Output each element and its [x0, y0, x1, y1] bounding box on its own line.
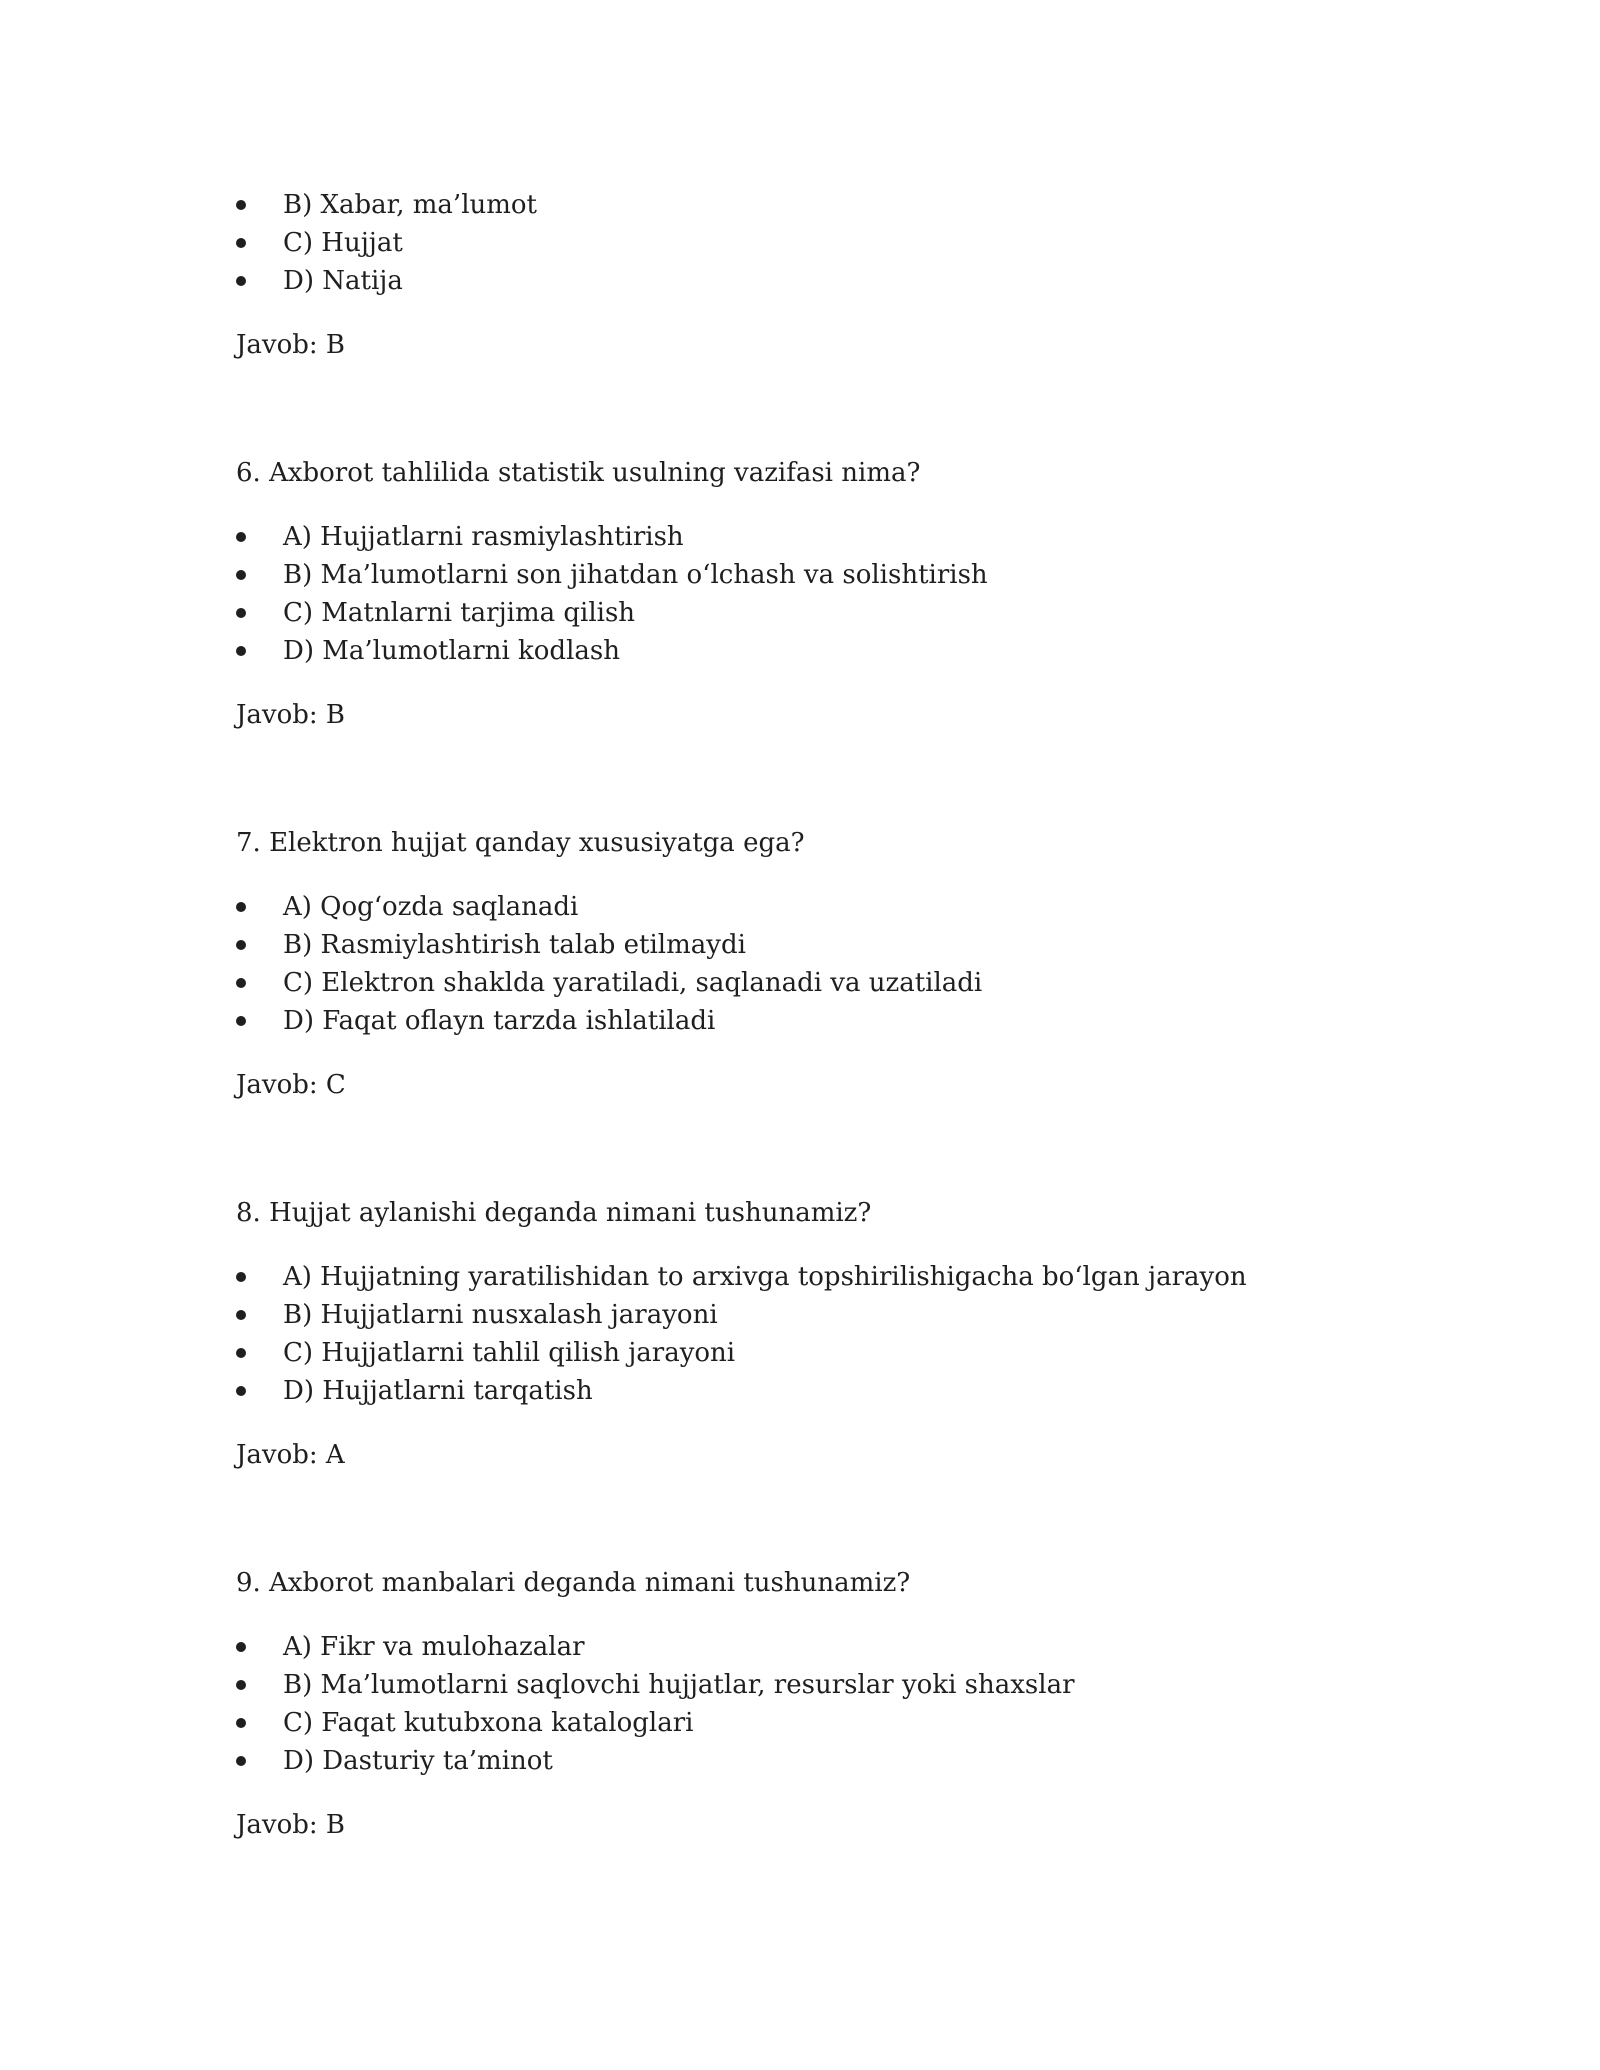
bullet-icon [236, 1310, 246, 1320]
bullet-icon [236, 200, 246, 210]
question-block-9 [236, 1564, 1436, 1844]
bullet-icon [236, 570, 246, 580]
option-item [236, 1296, 1436, 1334]
option-text: D) Dasturiy ta’minot [283, 1746, 553, 1776]
bullet-icon [236, 1386, 246, 1396]
bullet-icon [236, 1680, 246, 1690]
option-item [236, 926, 1436, 964]
option-text: D) Faqat oflayn tarzda ishlatiladi [283, 1006, 716, 1036]
bullet-icon [236, 646, 246, 656]
option-text: B) Ma’lumotlarni saqlovchi hujjatlar, resurslar yoki shaxslar [283, 1670, 1075, 1700]
bullet-icon [236, 238, 246, 248]
option-text: C) Faqat kutubxona kataloglari [283, 1708, 694, 1738]
option-text: C) Elektron shaklda yaratiladi, saqlanadi va uzatiladi [283, 968, 983, 998]
answer-line: Javob: C [236, 1070, 346, 1100]
bullet-icon [236, 1016, 246, 1026]
answer-line: Javob: B [236, 330, 346, 360]
option-text: D) Ma’lumotlarni kodlash [283, 636, 620, 666]
option-text: D) Hujjatlarni tarqatish [283, 1376, 593, 1406]
option-item [236, 1258, 1436, 1296]
answer-line: Javob: A [236, 1440, 345, 1470]
bullet-icon [236, 1756, 246, 1766]
option-item [236, 1372, 1436, 1410]
bullet-icon [236, 902, 246, 912]
question-text: 6. Axborot tahlilida statistik usulning vazifasi nima? [236, 458, 921, 488]
option-item [236, 1334, 1436, 1372]
option-text: C) Hujjat [283, 228, 403, 258]
bullet-icon [236, 532, 246, 542]
bullet-icon [236, 1718, 246, 1728]
option-item [236, 556, 1436, 594]
option-text: B) Xabar, ma’lumot [283, 190, 538, 220]
option-text: A) Qog‘ozda saqlanadi [283, 892, 579, 922]
option-list [236, 1628, 1436, 1780]
option-item [236, 888, 1436, 926]
option-item [236, 186, 1436, 224]
bullet-icon [236, 940, 246, 950]
answer-line: Javob: B [236, 700, 346, 730]
option-item [236, 518, 1436, 556]
question-block-5 [236, 186, 1436, 364]
question-text: 7. Elektron hujjat qanday xususiyatga ega? [236, 828, 805, 858]
option-text: A) Hujjatlarni rasmiylashtirish [283, 522, 684, 552]
option-list [236, 888, 1436, 1040]
option-item [236, 1742, 1436, 1780]
option-item [236, 1666, 1436, 1704]
option-text: A) Fikr va mulohazalar [283, 1632, 585, 1662]
bullet-icon [236, 1642, 246, 1652]
question-block-8 [236, 1194, 1436, 1474]
option-item [236, 1704, 1436, 1742]
option-item [236, 1628, 1436, 1666]
option-item [236, 964, 1436, 1002]
question-text: 8. Hujjat aylanishi deganda nimani tushunamiz? [236, 1198, 872, 1228]
option-text: C) Matnlarni tarjima qilish [283, 598, 636, 628]
option-item [236, 262, 1436, 300]
option-item [236, 1002, 1436, 1040]
answer-line: Javob: B [236, 1810, 346, 1840]
option-text: B) Ma’lumotlarni son jihatdan o‘lchash va solishtirish [283, 560, 988, 590]
option-text: B) Rasmiylashtirish talab etilmaydi [283, 930, 746, 960]
option-item [236, 224, 1436, 262]
bullet-icon [236, 608, 246, 618]
option-list [236, 518, 1436, 670]
question-block-6 [236, 454, 1436, 734]
bullet-icon [236, 276, 246, 286]
option-list [236, 1258, 1436, 1410]
option-item [236, 632, 1436, 670]
option-text: A) Hujjatning yaratilishidan to arxivga topshirilishigacha bo‘lgan jarayon [283, 1262, 1247, 1292]
bullet-icon [236, 978, 246, 988]
bullet-icon [236, 1272, 246, 1282]
question-text: 9. Axborot manbalari deganda nimani tushunamiz? [236, 1568, 911, 1598]
option-text: D) Natija [283, 266, 403, 296]
option-item [236, 594, 1436, 632]
option-text: C) Hujjatlarni tahlil qilish jarayoni [283, 1338, 736, 1368]
question-block-7 [236, 824, 1436, 1104]
option-text: B) Hujjatlarni nusxalash jarayoni [283, 1300, 718, 1330]
bullet-icon [236, 1348, 246, 1358]
option-list [236, 186, 1436, 300]
